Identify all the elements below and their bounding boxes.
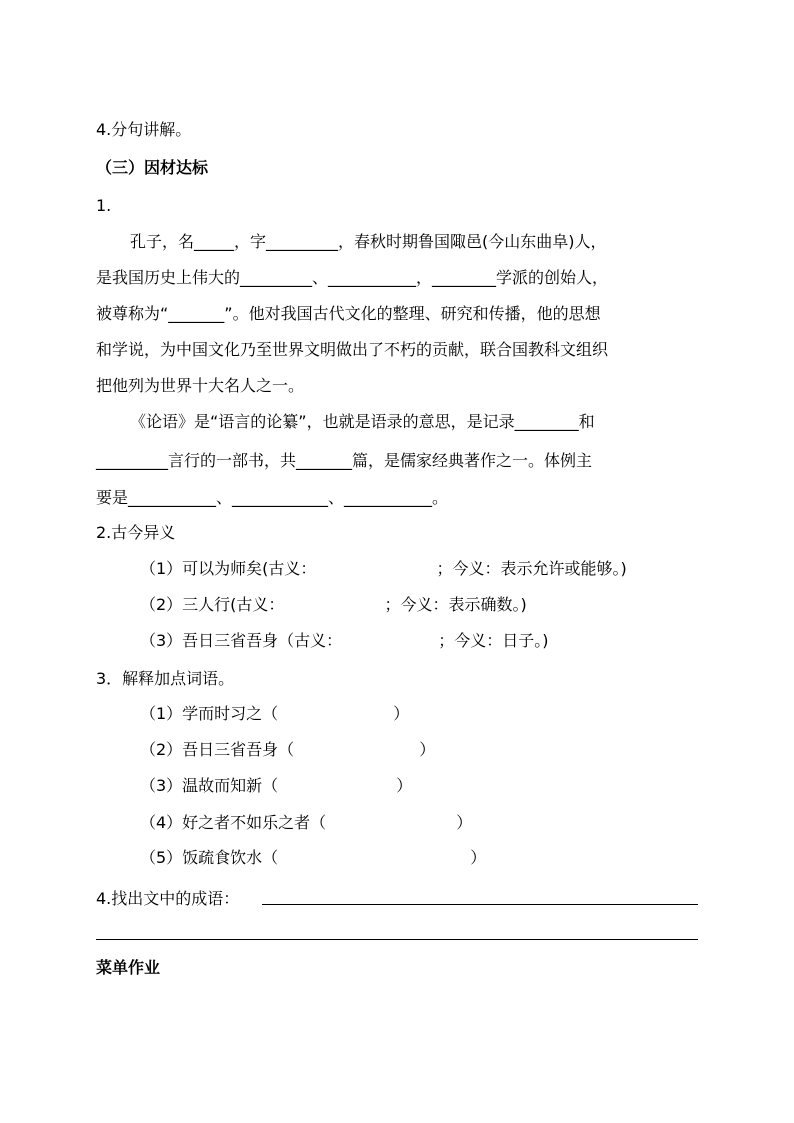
word-item-3 <box>140 776 412 796</box>
word-item-4 <box>140 813 472 833</box>
item-prompt: （5）饭疏食饮水（ <box>140 848 279 867</box>
footer-title: 菜单作业 <box>96 958 161 977</box>
paragraph-confucius-line-3: 被尊称为“_______”。他对我国古代文化的整理、研究和传播，他的思想 <box>96 304 601 323</box>
close-paren: ） <box>396 776 413 795</box>
modern-meaning: ；今义：表示允许或能够。) <box>436 559 627 578</box>
paragraph-confucius-line-5: 把他列为世界十大名人之一。 <box>96 376 305 395</box>
item-prompt: （3）吾日三省吾身（古义： <box>140 631 343 650</box>
modern-meaning: ；今义：表示确数。) <box>384 595 527 614</box>
ancient-modern-item-2 <box>140 595 527 615</box>
item-prompt: （2）三人行(古义： <box>140 595 285 614</box>
word-item-1 <box>140 704 409 724</box>
ancient-modern-item-1 <box>140 559 627 579</box>
paragraph-analects-line-2: _________言行的一部书，共_______篇，是儒家经典著作之一。体例主 <box>96 451 593 470</box>
item-prompt: （1）可以为师矣(古义： <box>140 559 317 578</box>
item-prompt: （1）学而时习之（ <box>140 704 279 723</box>
paragraph-confucius-line-4: 和学说，为中国文化乃至世界文明做出了不朽的贡献，联合国教科文组织 <box>96 340 609 359</box>
idiom-answer-line-2[interactable] <box>96 939 698 940</box>
paragraph-confucius-line-2: 是我国历史上伟大的_________、___________，________学派的创始人， <box>96 268 609 287</box>
item-4-heading: 4.分句讲解。 <box>96 120 192 139</box>
close-paren: ） <box>470 848 487 867</box>
question-3-title: 3．解释加点词语。 <box>96 669 235 688</box>
modern-meaning: ；今义：日子。) <box>438 631 549 650</box>
item-prompt: （3）温故而知新（ <box>140 776 279 795</box>
question-1-label: 1. <box>96 196 112 215</box>
idiom-answer-line-1[interactable] <box>262 904 698 905</box>
item-prompt: （4）好之者不如乐之者（ <box>140 813 327 832</box>
ancient-modern-item-3 <box>140 631 548 651</box>
paragraph-confucius-line-1: 孔子，名_____，字_________，春秋时期鲁国陬邑(今山东曲阜)人， <box>130 232 607 251</box>
close-paren: ） <box>456 813 473 832</box>
word-item-2 <box>140 740 435 760</box>
paragraph-analects-line-3: 要是___________、____________、___________。 <box>96 488 449 507</box>
close-paren: ） <box>419 740 436 759</box>
section-title: （三）因材达标 <box>96 158 209 177</box>
close-paren: ） <box>393 704 410 723</box>
question-4-label: 4.找出文中的成语： <box>96 889 240 908</box>
item-prompt: （2）吾日三省吾身（ <box>140 740 295 759</box>
paragraph-analects-line-1: 《论语》是“语言的论纂”，也就是语录的意思，是记录________和 <box>130 412 595 431</box>
word-item-5 <box>140 848 486 868</box>
question-2-title: 2.古今异义 <box>96 523 176 542</box>
